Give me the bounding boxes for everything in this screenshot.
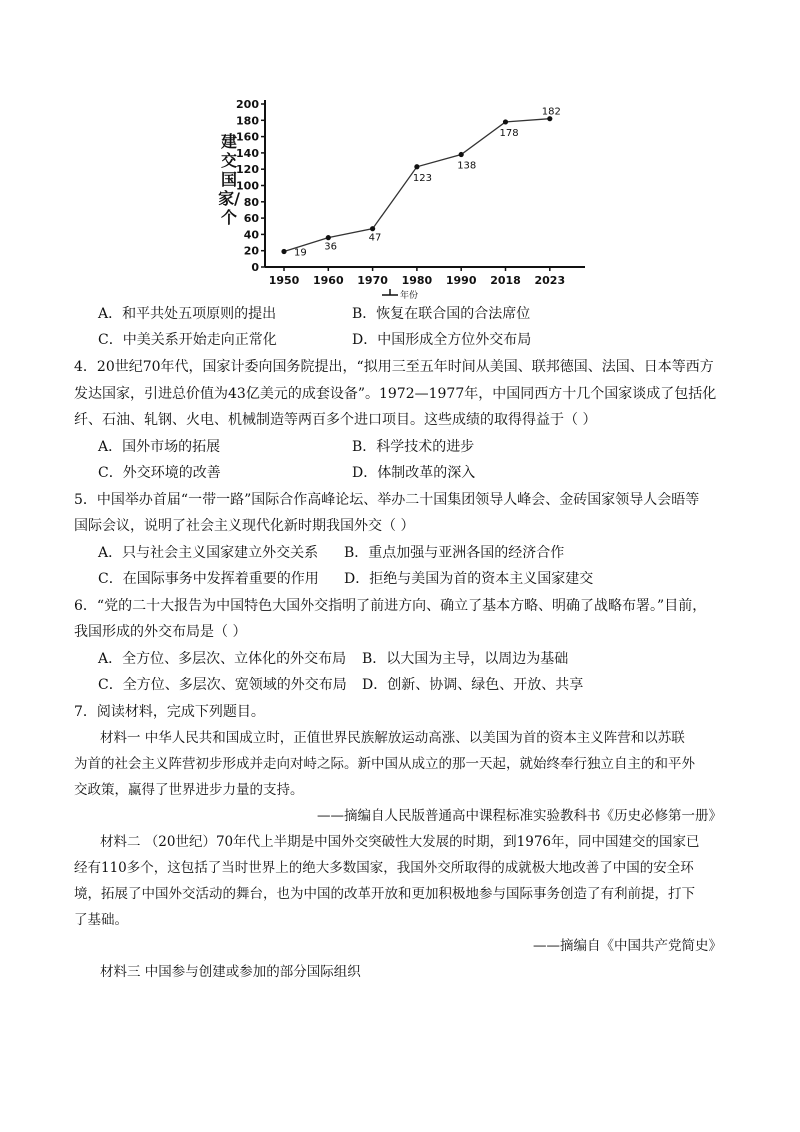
q6-option-a: A．全方位、多层次、立体化的外交布局 (98, 651, 347, 667)
q6-option-d: D．创新、协调、绿色、开放、共享 (362, 677, 584, 693)
y-tick-label: 20 (243, 244, 259, 258)
data-label: 182 (541, 106, 561, 118)
y-tick-label: 160 (236, 130, 259, 144)
y-tick-label: 60 (243, 212, 259, 226)
data-label: 47 (368, 232, 382, 244)
q4-option-d: D．体制改革的深入 (352, 465, 476, 481)
data-label: 19 (294, 247, 307, 259)
q5-stem-line-1: 5．中国举办首届“一带一路”国际合作高峰论坛、举办二十国集团领导人峰会、金砖国家领导人会晤等 (74, 492, 700, 508)
y-tick-label: 0 (251, 261, 259, 274)
data-point (326, 235, 331, 240)
x-tick-label: 1990 (445, 274, 477, 287)
x-axis-label: 年份 (400, 291, 419, 301)
x-tick-label: 2018 (490, 274, 521, 287)
material-1-line-1: 材料一 中华人民共和国成立时，正值世界民族解放运动高涨、以美国为首的资本主义阵营和以苏联 (100, 730, 685, 746)
y-tick-label: 80 (243, 195, 259, 209)
q4-stem-line-2: 发达国家，引进总价值为43亿美元的成套设备”。1972—1977年，中国同西方十几个国家谈成了包括化 (74, 386, 717, 402)
q6-stem-line-2: 我国形成的外交布局是（ ） (74, 624, 247, 640)
q4-stem-line-1: 4．20世纪70年代，国家计委向国务院提出，“拟用三至五年时间从美国、联邦德国、法国、日本等西方 (74, 359, 714, 375)
q5-stem-line-2: 国际会议，说明了社会主义现代化新时期我国外交（ ） (74, 518, 415, 534)
x-tick-label: 1980 (401, 274, 433, 287)
chart-y-axis-label: 建交国家/个 (218, 132, 240, 227)
y-tick-label: 140 (236, 146, 259, 160)
q4-option-a: A．国外市场的拓展 (98, 439, 221, 455)
x-tick-label: 1960 (312, 274, 344, 287)
q7-stem: 7．阅读材料，完成下列题目。 (74, 704, 265, 720)
q4-option-c: C．外交环境的改善 (98, 465, 221, 481)
material-2-line-4: 了基础。 (74, 912, 128, 928)
q4-option-b: B．科学技术的进步 (352, 439, 475, 455)
data-label: 36 (324, 241, 338, 253)
material-2-source: ——摘编自《中国共产党简史》 (533, 938, 722, 954)
material-2-line-1: 材料二 （20世纪）70年代上半期是中国外交突破性大发展的时期，到1976年，同中国建交的国家已 (100, 834, 700, 850)
q6-stem-line-1: 6．“党的二十大报告为中国特色大国外交指明了前进方向、确立了基本方略、明确了战略布署。”目前， (74, 598, 707, 614)
y-tick-label: 200 (236, 98, 259, 111)
material-1-line-2: 为首的社会主义阵营初步形成并走向对峙之际。新中国从成立的那一天起，就始终奉行独立自主的和平外 (74, 756, 695, 772)
q3-option-d: D．中国形成全方位外交布局 (352, 332, 532, 348)
q5-option-a: A．只与社会主义国家建立外交关系 (98, 545, 319, 561)
y-tick-label: 120 (236, 163, 259, 177)
data-point (370, 226, 375, 231)
q3-option-a: A．和平共处五项原则的提出 (98, 306, 277, 322)
data-point (281, 249, 286, 254)
q4-stem-line-3: 纤、石油、轧钢、火电、机械制造等两百多个进口项目。这些成绩的取得得益于（ ） (74, 412, 597, 428)
q6-option-b: B．以大国为主导，以周边为基础 (362, 651, 569, 667)
x-tick-label: 1950 (268, 274, 300, 287)
y-tick-label: 180 (236, 114, 259, 128)
q5-option-c: C．在国际事务中发挥着重要的作用 (98, 571, 319, 587)
data-point (503, 119, 508, 124)
material-2-line-2: 经有110多个，这包括了当时世界上的绝大多数国家，我国外交所取得的成就极大地改善了中国的安全环 (74, 860, 694, 876)
data-label: 138 (457, 160, 477, 172)
x-tick-label: 1970 (357, 274, 388, 287)
material-1-source: ——摘编自人民版普通高中课程标准实验教科书《历史必修第一册》 (317, 808, 722, 824)
data-label: 123 (412, 172, 432, 184)
q3-option-c: C．中美关系开始走向正常化 (98, 332, 277, 348)
data-label: 178 (499, 127, 519, 139)
material-3-title: 材料三 中国参与创建或参加的部分国际组织 (100, 964, 361, 980)
diplomatic-relations-line-chart (210, 92, 600, 302)
x-tick-label: 2023 (534, 274, 566, 287)
q5-option-d: D．拒绝与美国为首的资本主义国家建交 (344, 571, 594, 587)
data-point (414, 164, 419, 169)
y-tick-label: 100 (236, 179, 259, 193)
material-1-line-3: 交政策，赢得了世界进步力量的支持。 (74, 782, 304, 798)
q5-option-b: B．重点加强与亚洲各国的经济合作 (344, 545, 565, 561)
q3-option-b: B．恢复在联合国的合法席位 (352, 306, 531, 322)
q6-option-c: C．全方位、多层次、宽领域的外交布局 (98, 677, 347, 693)
y-tick-label: 40 (243, 228, 259, 242)
data-point (459, 152, 464, 157)
material-2-line-3: 境，拓展了中国外交活动的舞台，也为中国的改革开放和更加积极地参与国际事务创造了有利前提，打下 (74, 886, 695, 902)
